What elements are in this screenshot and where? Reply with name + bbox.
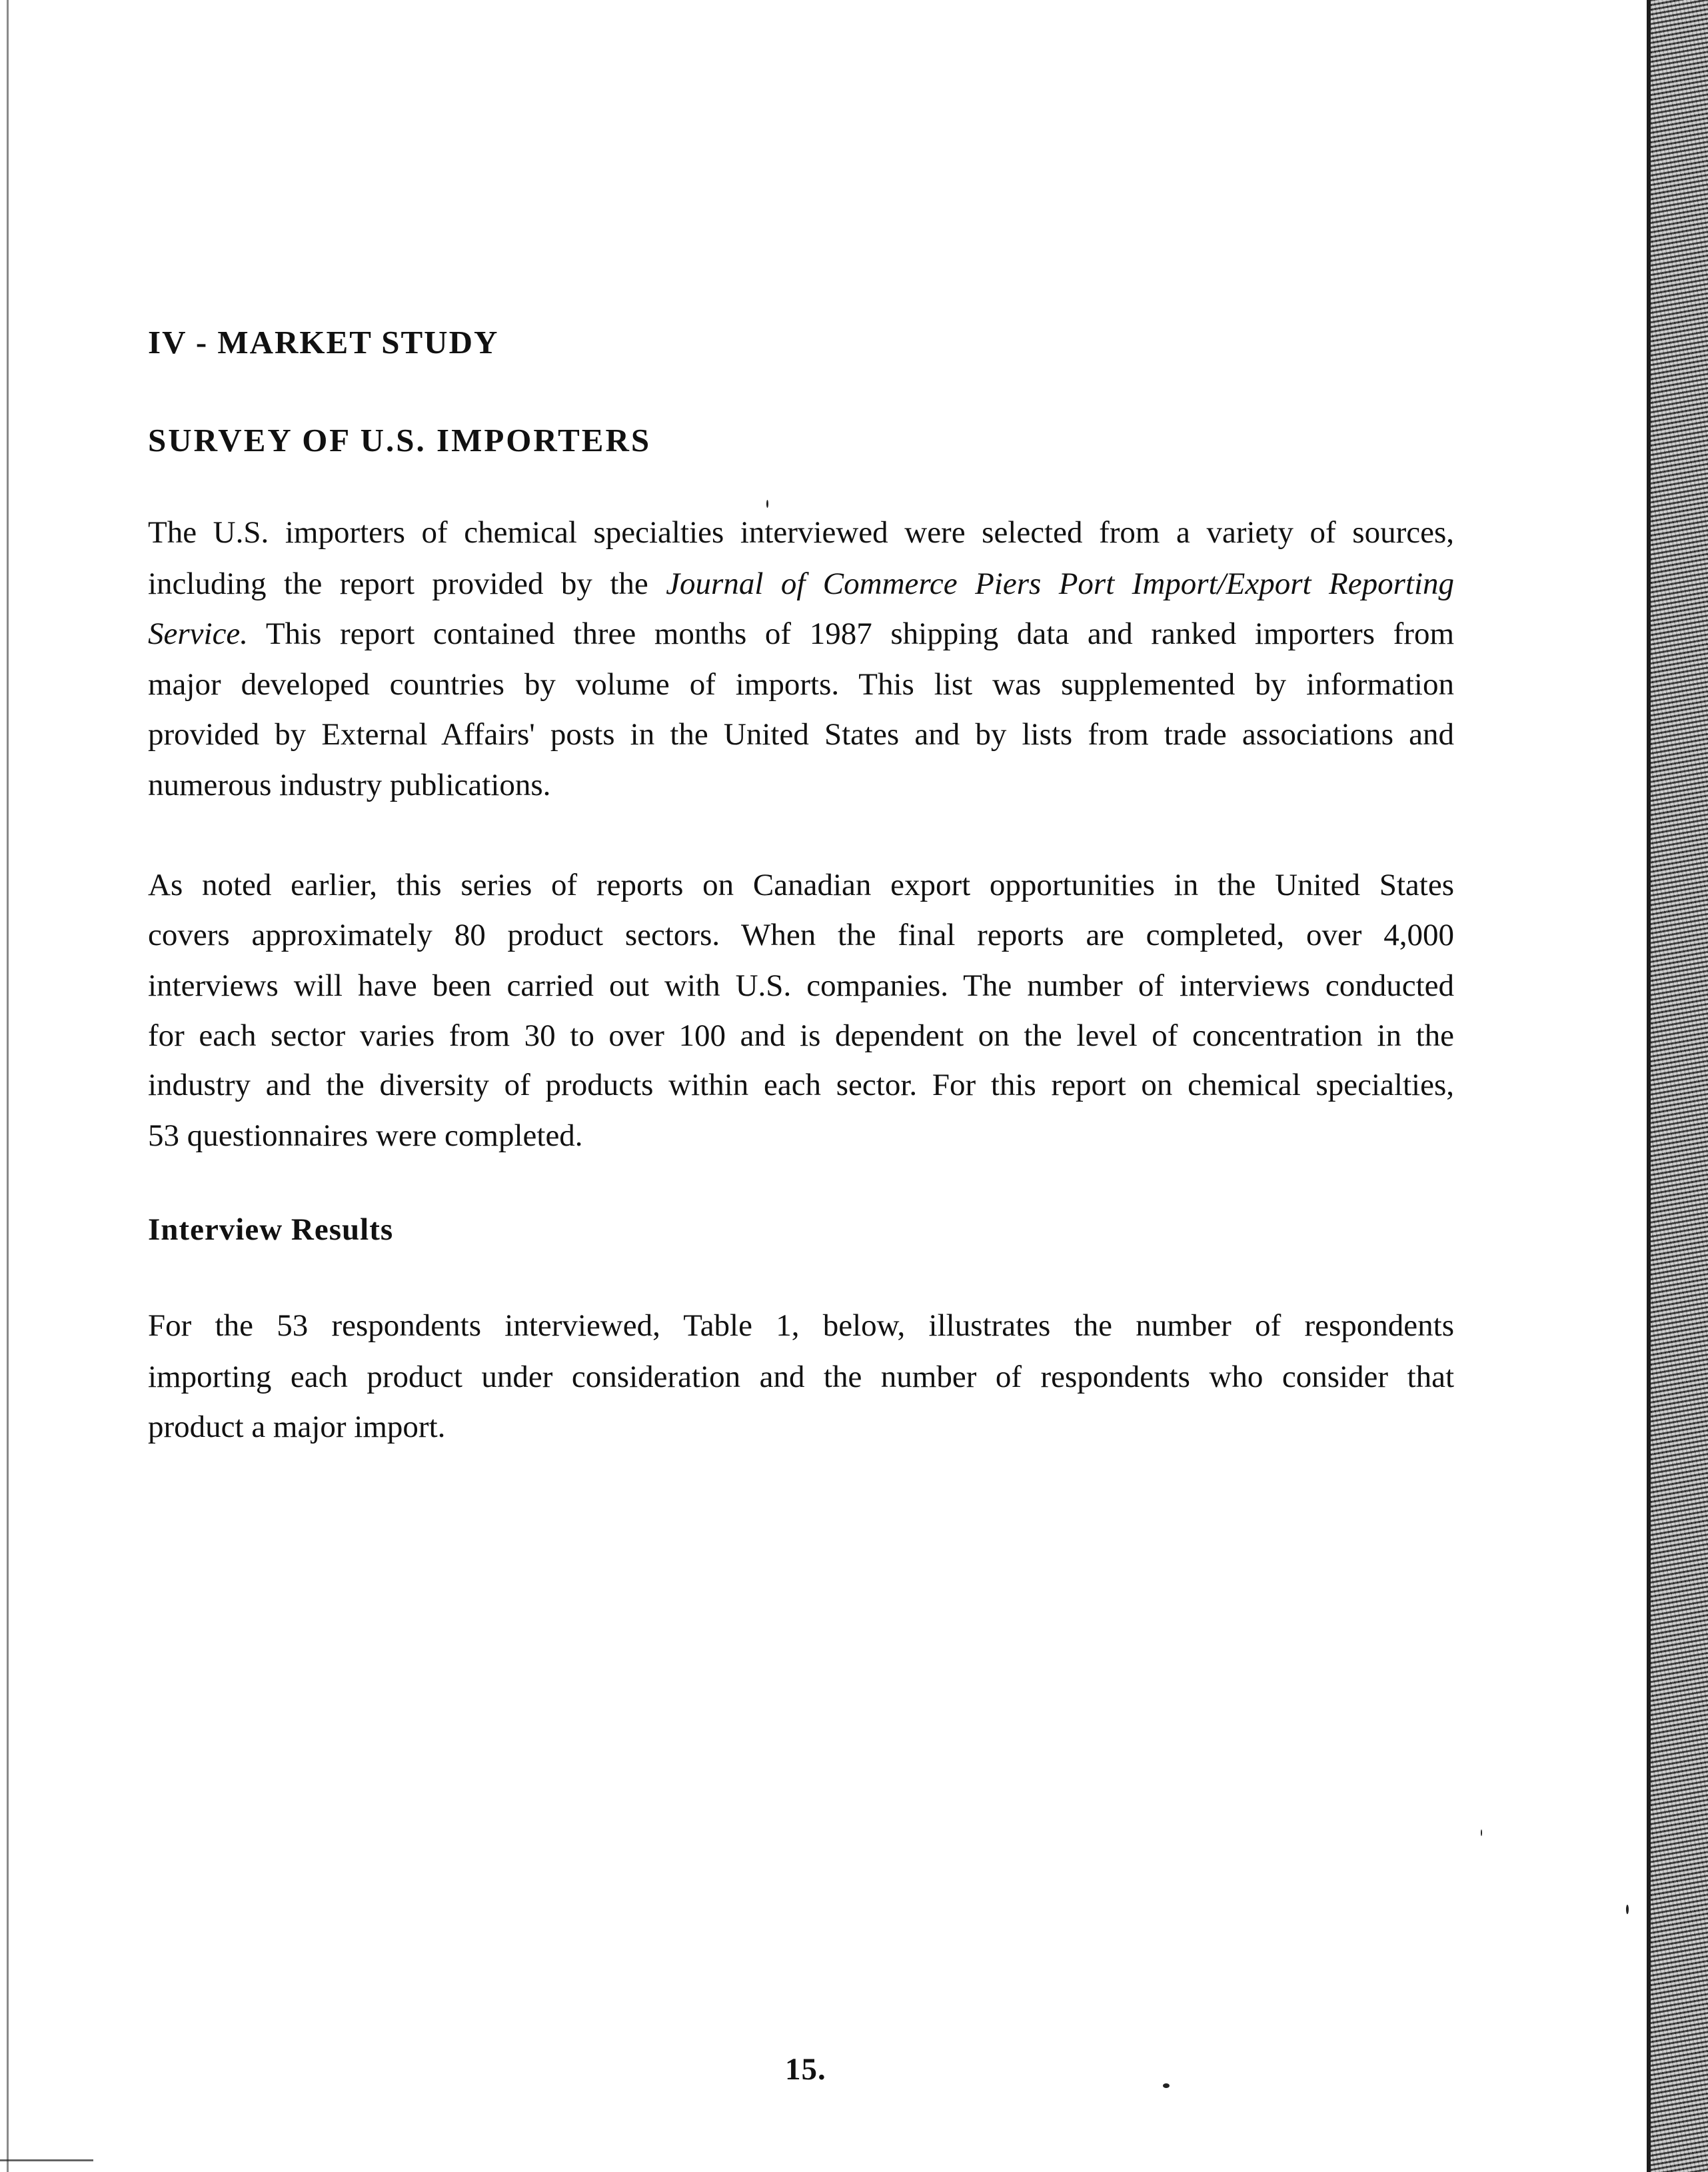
publication-title: Journal of Commerce Piers Port Import/Export Reporting (666, 566, 1454, 601)
scan-speck (1626, 1905, 1629, 1914)
page-number: 15. (785, 2052, 826, 2087)
paragraph-line: for each sector varies from 30 to over 100 and is dependent on the level of concentration in the (148, 1018, 1454, 1053)
paragraph-line: major developed countries by volume of imports. This list was supplemented by information (148, 667, 1454, 702)
paragraph-line: 53 questionnaires were completed. (148, 1118, 583, 1153)
publication-title-end: Service. (148, 616, 249, 651)
paragraph-line: importing each product under consideration and the number of respondents who consider that (148, 1360, 1454, 1394)
scan-speck (1481, 1829, 1482, 1836)
paragraph-line: covers approximately 80 product sectors. When the final reports are completed, over 4,000 (148, 918, 1454, 952)
scan-bottom-edge (0, 2159, 93, 2161)
paragraph-text: This report contained three months of 1987 shipping data and ranked importers from (248, 616, 1454, 651)
section-heading: SURVEY OF U.S. IMPORTERS (148, 422, 652, 459)
paragraph-line (148, 614, 1454, 654)
paragraph-line: numerous industry publications. (148, 768, 551, 802)
paragraph-line: As noted earlier, this series of reports on Canadian export opportunities in the United States (148, 868, 1454, 902)
paragraph-line: interviews will have been carried out with U.S. companies. The number of interviews conducted (148, 968, 1454, 1003)
scan-speck (1163, 2083, 1170, 2088)
paragraph-line: The U.S. importers of chemical specialties interviewed were selected from a variety of sources, (148, 515, 1454, 550)
scan-binding-strip (1647, 0, 1708, 2172)
chapter-heading: IV - MARKET STUDY (148, 324, 499, 361)
paragraph-line: product a major import. (148, 1410, 446, 1444)
paragraph-line: industry and the diversity of products within each sector. For this report on chemical specialties, (148, 1068, 1454, 1102)
paragraph-line: For the 53 respondents interviewed, Table 1, below, illustrates the number of respondents (148, 1308, 1454, 1343)
paragraph-line (148, 564, 1454, 604)
paragraph-text: including the report provided by the (148, 566, 666, 601)
scan-left-edge (7, 0, 9, 2172)
subheading-interview-results: Interview Results (148, 1212, 394, 1247)
scan-speck (766, 500, 768, 508)
paragraph-line: provided by External Affairs' posts in the United States and by lists from trade associations and (148, 717, 1454, 752)
